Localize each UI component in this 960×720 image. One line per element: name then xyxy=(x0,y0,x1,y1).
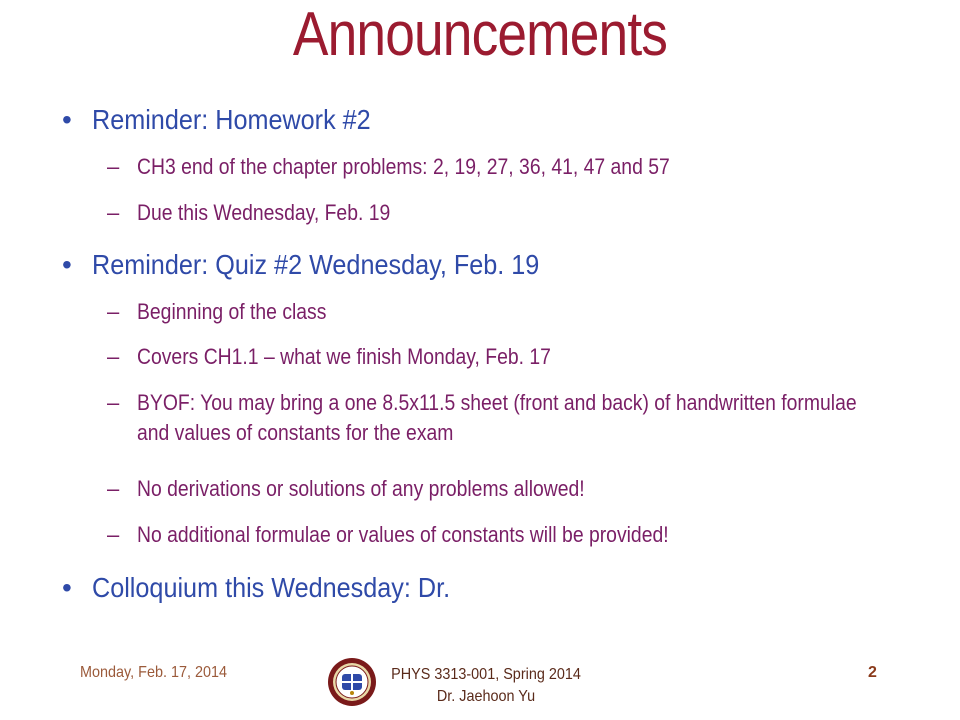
sub-dash: – xyxy=(107,522,120,547)
footer-date: Monday, Feb. 17, 2014 xyxy=(80,664,228,681)
bullet-dot: • xyxy=(62,104,72,135)
sub-dash: – xyxy=(107,200,120,225)
bullet-dot: • xyxy=(62,249,72,280)
sub-item xyxy=(107,520,887,550)
slide-title: Announcements xyxy=(292,0,668,69)
sub-dash: – xyxy=(107,344,120,369)
sub-item xyxy=(107,297,887,327)
bullet-text: Colloquium this Wednesday: Dr. xyxy=(92,572,451,603)
sub-dash: – xyxy=(107,299,120,324)
sub-item xyxy=(107,474,887,504)
sub-item xyxy=(107,388,887,448)
sub-dash: – xyxy=(107,154,120,179)
bullet-text: Reminder: Quiz #2 Wednesday, Feb. 19 xyxy=(92,249,540,280)
sub-text: Beginning of the class xyxy=(137,299,327,324)
sub-text: BYOF: You may bring a one 8.5x11.5 sheet (front and back) of handwritten formulae and values of constants for the exam xyxy=(137,390,857,445)
sub-text: No derivations or solutions of any problems allowed! xyxy=(137,476,585,501)
sub-text: Due this Wednesday, Feb. 19 xyxy=(137,200,391,225)
sub-text: Covers CH1.1 – what we finish Monday, Feb. 17 xyxy=(137,344,551,369)
bullet-colloquium xyxy=(62,570,490,606)
bullet-dot: • xyxy=(62,572,72,603)
footer-course-info xyxy=(387,664,585,708)
sub-item xyxy=(107,152,887,182)
sub-dash: – xyxy=(107,476,120,501)
bullet-text: Reminder: Homework #2 xyxy=(92,104,371,135)
sub-text: CH3 end of the chapter problems: 2, 19, 27, 36, 41, 47 and 57 xyxy=(137,154,670,179)
sub-text: No additional formulae or values of constants will be provided! xyxy=(137,522,669,547)
footer-course: PHYS 3313-001, Spring 2014 xyxy=(391,666,581,683)
page-number: 2 xyxy=(868,664,877,681)
bullet-quiz xyxy=(62,247,589,283)
sub-dash: – xyxy=(107,390,120,415)
sub-item xyxy=(107,342,887,372)
bullet-homework xyxy=(62,102,402,138)
footer-instructor: Dr. Jaehoon Yu xyxy=(436,688,536,705)
sub-item xyxy=(107,198,887,228)
university-seal-icon xyxy=(327,657,377,707)
